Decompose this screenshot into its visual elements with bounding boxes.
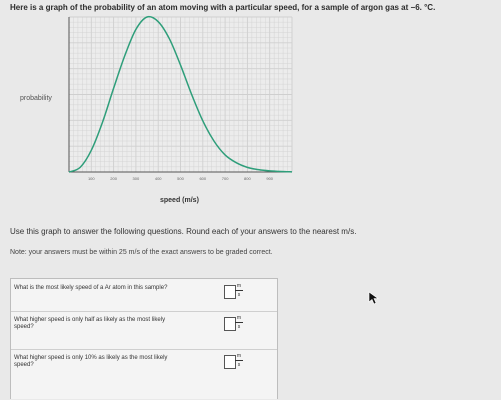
x-tick-label: 700 bbox=[221, 176, 229, 181]
unit-1-divider bbox=[235, 290, 243, 291]
unit-3-numerator: m bbox=[236, 353, 242, 359]
question-row-1 bbox=[11, 279, 277, 312]
x-tick-label: 200 bbox=[110, 176, 117, 181]
note-text: Note: your answers must be within 25 m/s of the exact answers to be graded correct. bbox=[10, 249, 273, 256]
x-tick-label: 600 bbox=[199, 176, 207, 181]
unit-1-numerator: m bbox=[236, 283, 242, 289]
x-tick-label: 900 bbox=[266, 176, 274, 181]
arrow-cursor-icon bbox=[368, 291, 380, 310]
question-3-text: What higher speed is only 10% as likely as the most likely speed? bbox=[14, 355, 168, 368]
unit-2-denominator: s bbox=[237, 324, 241, 330]
unit-3-fraction bbox=[234, 353, 244, 368]
unit-3-denominator: s bbox=[237, 362, 241, 368]
instructions-text: Use this graph to answer the following questions. Round each of your answers to the nearest m/s. bbox=[10, 227, 357, 236]
x-tick-label: 400 bbox=[154, 176, 162, 181]
intro-text: Here is a graph of the probability of an atom moving with a particular speed, for a sample of argon gas at −6. °C. bbox=[10, 3, 436, 12]
x-tick-label: 300 bbox=[132, 176, 140, 181]
x-tick-label: 100 bbox=[87, 176, 95, 181]
question-row-3 bbox=[11, 349, 277, 400]
unit-1-fraction bbox=[234, 283, 244, 298]
unit-2-divider bbox=[235, 322, 243, 323]
unit-3-divider bbox=[235, 360, 243, 361]
question-1-text: What is the most likely speed of a Ar atom in this sample? bbox=[14, 285, 168, 291]
question-2-text: What higher speed is only half as likely as the most likely speed? bbox=[14, 317, 166, 330]
question-row-2 bbox=[11, 311, 277, 350]
y-axis-label: probability bbox=[20, 95, 52, 102]
x-tick-label: 800 bbox=[244, 176, 251, 181]
x-axis-label: speed (m/s) bbox=[160, 197, 199, 204]
questions-table bbox=[10, 278, 278, 399]
unit-2-numerator: m bbox=[236, 315, 242, 321]
unit-2-fraction bbox=[234, 315, 244, 330]
x-tick-labels bbox=[88, 176, 274, 181]
unit-1-denominator: s bbox=[237, 292, 241, 298]
x-tick-label: 500 bbox=[177, 176, 184, 181]
